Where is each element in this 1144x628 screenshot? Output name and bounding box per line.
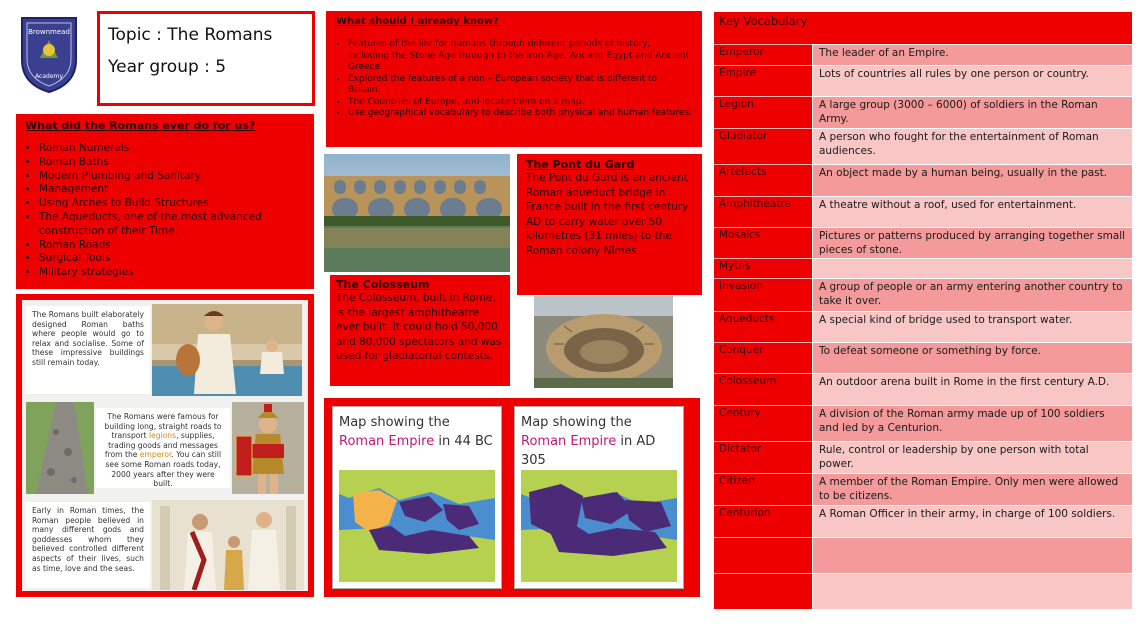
vocabulary-definition <box>813 537 1132 573</box>
list-item: • Use geographical vocabulary to describe both physical and human features. <box>348 108 692 120</box>
vocabulary-row <box>714 373 1132 405</box>
list-item: • The Countries of Europe, and locate them on a map. <box>348 97 692 109</box>
comic-text-gods: Early in Roman times, the Roman people believed in many different gods and goddesses whom they believed controlled different aspects of their lives, such as time, love and the seas. <box>26 502 150 588</box>
vocabulary-term <box>714 573 812 609</box>
vocabulary-term: Invasion <box>714 278 812 311</box>
vocabulary-term: Aqueducts <box>714 311 812 342</box>
vocabulary-term: Artefacts <box>714 164 812 196</box>
vocabulary-term: Emperor <box>714 44 812 65</box>
vocabulary-heading: Key Vocabulary <box>714 12 1132 44</box>
pont-du-gard-heading: The Pont du Gard <box>526 158 635 171</box>
vocabulary-row <box>714 342 1132 373</box>
colosseum-box <box>330 275 510 386</box>
vocabulary-row <box>714 227 1132 258</box>
maps-panel <box>324 398 700 597</box>
comic-inner <box>22 300 308 591</box>
colosseum-text: The Colosseum, built in Rome, is the largest amphitheatre ever built. It could hold 50,000 and 80,000 spectators and was used for gladiatorial contests. <box>336 292 502 362</box>
vocabulary-definition: An outdoor arena built in Rome in the first century A.D. <box>813 373 1132 405</box>
vocabulary-row <box>714 441 1132 473</box>
vocabulary-term: Empire <box>714 65 812 96</box>
vocabulary-definition: A large group (3000 – 6000) of soldiers in the Roman Army. <box>813 96 1132 128</box>
colosseum-heading: The Colosseum <box>336 278 430 291</box>
vocabulary-row <box>714 258 1132 278</box>
vocabulary-row <box>714 505 1132 537</box>
vocabulary-term: Century <box>714 405 812 441</box>
roman-road-illustration <box>26 402 94 494</box>
list-item: • The Aqueducts, one of the most advanced construction of their Time. <box>39 211 305 239</box>
vocabulary-row <box>714 278 1132 311</box>
vocabulary-term: Amphitheatre <box>714 196 812 227</box>
list-item: • Explored the features of a non – European society that is different to Britain. <box>348 74 692 97</box>
vocabulary-definition: A member of the Roman Empire. Only men were allowed to be citizens. <box>813 473 1132 505</box>
vocabulary-row <box>714 473 1132 505</box>
svg-text:Academy: Academy <box>35 73 63 80</box>
comic-panel <box>16 294 314 597</box>
vocabulary-row <box>714 311 1132 342</box>
vocabulary-definition: To defeat someone or something by force. <box>813 342 1132 373</box>
vocabulary-row <box>714 128 1132 164</box>
list-item: • Surgical Tools <box>39 252 305 266</box>
roman-gods-illustration <box>152 500 304 590</box>
list-item: • Management <box>39 183 305 197</box>
vocabulary-definition: A Roman Officer in their army, in charge of 100 soldiers. <box>813 505 1132 537</box>
vocabulary-definition: Lots of countries all rules by one person or country. <box>813 65 1132 96</box>
map-ad305-title: Map showing the Roman Empire in AD 305 <box>521 415 656 468</box>
vocabulary-definition <box>813 258 1132 278</box>
topic-title: Topic : The Romans <box>108 25 273 45</box>
vocabulary-row <box>714 44 1132 65</box>
list-item: • Roman Roads <box>39 239 305 253</box>
vocabulary-term: Centurion <box>714 505 812 537</box>
vocabulary-definition: A theatre without a roof, used for entertainment. <box>813 196 1132 227</box>
list-item: • Modern Plumbing and Sanitary <box>39 170 305 184</box>
vocabulary-definition: A person who fought for the entertainment of Roman audiences. <box>813 128 1132 164</box>
map-44bc-image <box>339 470 495 582</box>
vocabulary-row <box>714 537 1132 573</box>
list-item: • Roman Baths <box>39 156 305 170</box>
roman-baths-illustration <box>152 304 302 396</box>
vocabulary-definition: An object made by a human being, usually in the past. <box>813 164 1132 196</box>
colosseum-photo <box>534 296 673 388</box>
prior-knowledge-list <box>336 39 692 120</box>
prior-knowledge-box <box>326 11 702 147</box>
romans-legacy-heading: What did the Romans ever do for us? <box>25 119 256 132</box>
vocabulary-term: Legion <box>714 96 812 128</box>
pont-du-gard-photo <box>324 154 510 272</box>
romans-legacy-list <box>25 142 305 280</box>
list-item: • Roman Numerals <box>39 142 305 156</box>
map-44bc-title: Map showing the Roman Empire in 44 BC <box>339 415 493 449</box>
vocabulary-term: Conquer <box>714 342 812 373</box>
vocabulary-definition <box>813 573 1132 609</box>
map-ad305-image <box>521 470 677 582</box>
vocabulary-definition: Rule, control or leadership by one person with total power. <box>813 441 1132 473</box>
vocabulary-term: Mosaics <box>714 227 812 258</box>
pont-du-gard-box <box>517 154 702 295</box>
list-item: • Features of the life for humans through different periods of history, including the Stone Age through to the Iron Age, Ancient Egypt and Ancient Greece. <box>348 39 692 74</box>
list-item: • Using Arches to Build Structures <box>39 197 305 211</box>
vocabulary-definition: A group of people or an army entering another country to take it over. <box>813 278 1132 311</box>
vocabulary-term: Myths <box>714 258 812 278</box>
vocabulary-term: Colosseum <box>714 373 812 405</box>
vocabulary-term: Dictator <box>714 441 812 473</box>
list-item: • Military strategies <box>39 266 305 280</box>
vocabulary-definition: A special kind of bridge used to transport water. <box>813 311 1132 342</box>
prior-knowledge-heading: What should I already know? <box>336 16 499 27</box>
vocabulary-table <box>714 12 1132 613</box>
pont-du-gard-text: The Pont du Gard is an ancient Roman aqueduct bridge in France built in the first century AD to carry water over 50 kilometres (31 miles) to the Roman colony Nîmes. <box>526 172 689 257</box>
vocabulary-definition: The leader of an Empire. <box>813 44 1132 65</box>
vocabulary-row <box>714 65 1132 96</box>
vocabulary-row <box>714 164 1132 196</box>
year-group: Year group : 5 <box>108 57 227 77</box>
vocabulary-term <box>714 537 812 573</box>
vocabulary-row <box>714 573 1132 609</box>
roman-soldier-illustration <box>232 402 304 494</box>
romans-legacy-box <box>16 114 314 289</box>
vocabulary-term: Gladiator <box>714 128 812 164</box>
comic-text-roads: The Romans were famous for building long, straight roads to transport legions, supplies, trading goods and messages from the emperor. You can still see some Roman roads today, 2000 years after they were built. <box>96 408 230 488</box>
svg-text:Brownmead: Brownmead <box>28 28 70 36</box>
vocabulary-term: Citizen <box>714 473 812 505</box>
map-44bc-card <box>332 406 502 589</box>
vocabulary-row <box>714 96 1132 128</box>
topic-box <box>97 11 315 106</box>
vocabulary-row <box>714 196 1132 227</box>
map-ad305-card <box>514 406 684 589</box>
school-crest-logo <box>18 14 80 94</box>
vocabulary-definition: A division of the Roman army made up of 100 soldiers and led by a Centurion. <box>813 405 1132 441</box>
vocabulary-row <box>714 405 1132 441</box>
vocabulary-definition: Pictures or patterns produced by arranging together small pieces of stone. <box>813 227 1132 258</box>
comic-text-baths: The Romans built elaborately designed Roman baths where people would go to relax and socialise. Some of these impressive buildings still remain today. <box>26 306 150 394</box>
